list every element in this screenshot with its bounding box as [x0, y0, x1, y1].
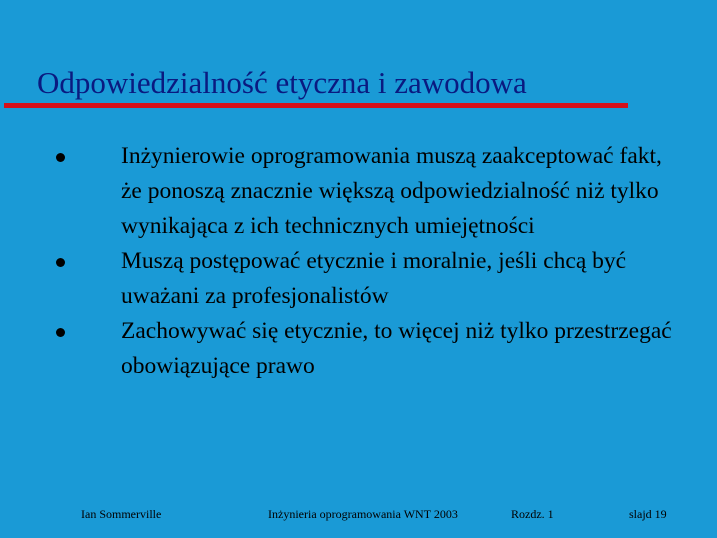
bullet-dot-icon [56, 153, 65, 162]
bullet-dot-icon [56, 258, 65, 267]
title-underline [4, 103, 628, 108]
footer-course: Inżynieria oprogramowania WNT 2003 [268, 507, 458, 521]
footer-author: Ian Sommerville [81, 507, 162, 521]
bullet-item [0, 244, 681, 314]
bullet-text: Zachowywać się etycznie, to więcej niż tylko przestrzegać obowiązujące prawo [121, 318, 672, 379]
bullet-item [0, 139, 681, 244]
bullet-dot-icon [56, 328, 65, 337]
slide-title: Odpowiedzialność etyczna i zawodowa [37, 65, 527, 100]
footer-chapter: Rozdz. 1 [511, 507, 554, 521]
bullet-list [0, 139, 717, 384]
bullet-item [0, 314, 681, 384]
footer-slide-number: slajd 19 [629, 507, 667, 521]
bullet-text: Inżynierowie oprogramowania muszą zaakceptować fakt, że ponoszą znacznie większą odpowiedzialność niż tylko wynikająca z ich technicznych umiejętności [121, 143, 662, 239]
bullet-text: Muszą postępować etycznie i moralnie, jeśli chcą być uważani za profesjonalistów [121, 248, 627, 309]
